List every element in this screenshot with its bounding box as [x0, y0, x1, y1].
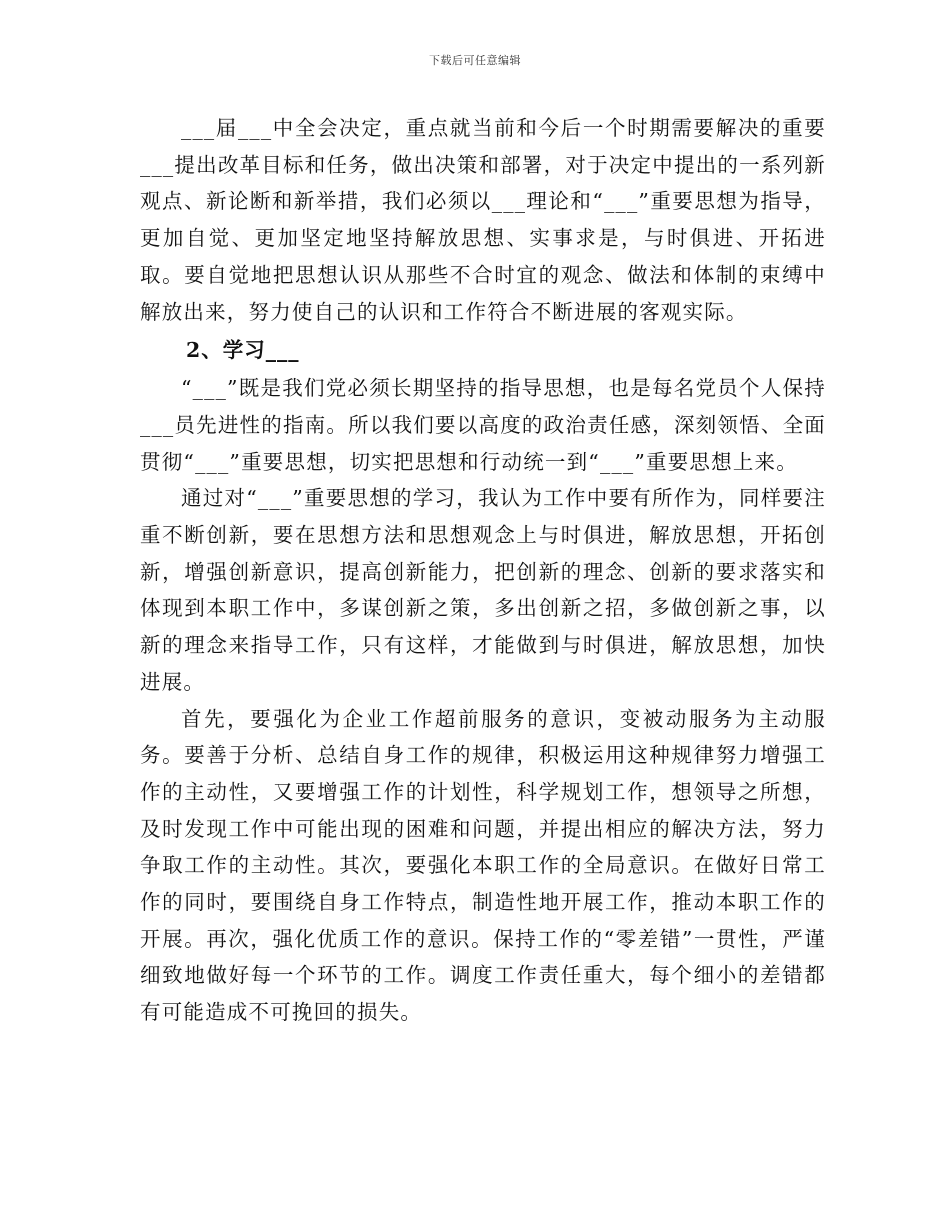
page-header: 下载后可任意编辑 [429, 54, 521, 67]
section-heading: 2、学习___ [186, 338, 300, 363]
paragraph-3: 通过对“___”重要思想的学习，我认为工作中要有所作为，同样要注重不断创新，要在思想方法和思想观念上与时俱进，解放思想，开拓创新，增强创新意识，提高创新能力，把创新的理念、创新的要求落实和体现到本职工作中，多谋创新之策，多出创新之招，多做创新之事，以新的理念来指导工作，只有这样，才能做到与时俱进，解放思想，加快进展。 [140, 486, 826, 694]
paragraph-4: 首先，要强化为企业工作超前服务的意识，变被动服务为主动服务。要善于分析、总结自身工作的规律，积极运用这种规律努力增强工作的主动性，又要增强工作的计划性，科学规划工作，想领导之所想，及时发现工作中可能出现的困难和问题，并提出相应的解决方法，努力争取工作的主动性。其次，要强化本职工作的全局意识。在做好日常工作的同时，要围绕自身工作特点，制造性地开展工作，推动本职工作的开展。再次，强化优质工作的意识。保持工作的“零差错”一贯性，严谨细致地做好每一个环节的工作。调度工作责任重大，每个细小的差错都有可能造成不可挽回的损失。 [140, 706, 826, 1025]
document-body [140, 110, 826, 1031]
paragraph-2: “___”既是我们党必须长期坚持的指导思想，也是每名党员个人保持___员先进性的指南。所以我们要以高度的政治责任感，深刻领悟、全面贯彻“___”重要思想，切实把思想和行动统一到“___”重要思想上来。 [140, 376, 826, 474]
paragraph-1: ___届___中全会决定，重点就当前和今后一个时期需要解决的重要___提出改革目标和任务，做出决策和部署，对于决定中提出的一系列新观点、新论断和新举措，我们必须以___理论和“___”重要思想为指导，更加自觉、更加坚定地坚持解放思想、实事求是，与时俱进、开拓进取。要自觉地把思想认识从那些不合时宜的观念、做法和体制的束缚中解放出来，努力使自己的认识和工作符合不断进展的客观实际。 [140, 116, 826, 324]
